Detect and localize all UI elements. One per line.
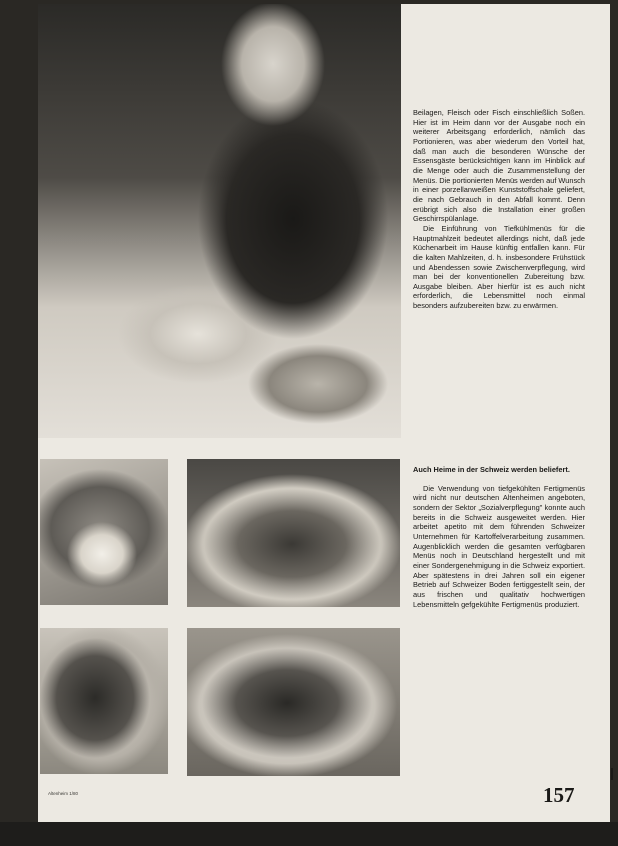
photo-mixed-vegetables-plate (187, 628, 400, 776)
magazine-page (38, 4, 610, 822)
article-paragraph: Die Einführung von Tiefkühlmenüs für die Hauptmahlzeit bedeutet allerdings nicht, daß jede Küchenarbeit im Hause künftig entfallen kann. Für die kalten Mahlzeiten, d. h. insbesondere Frühstück und Abendessen sowie Zwischenverpflegung, wird man bei der konventionellen Zubereitung bzw. Ausgabe bleiben. Aber hierfür ist es auch nicht erforderlich, die Lebensmittel noch einmal besonders aufzubereiten bzw. zu erwärmen. (413, 223, 585, 311)
article-column-1 (413, 108, 585, 311)
photo-vegetable-plate (187, 459, 400, 607)
article-paragraph: Beilagen, Fleisch oder Fisch einschließlich Soßen. Hier ist im Heim dann vor der Ausgabe noch ein weiterer Arbeitsgang erforderlich, nämlich das Portionieren, was aber wiederum den Vorteil hat, daß man auch die besonderen Wünsche der Essensgäste berücksichtigen kann im Hinblick auf die Menge oder auch die Zusammenstellung der Menüs. Die portionierten Menüs werden auf Wunsch in einer porzellanweißen Kunststoffschale geliefert, die nach Gebrauch in den Abfall kommt. Denn erübrigt sich also die Installation einer großen Geschirrspülanlage. (413, 108, 585, 224)
photo-fish-plate (40, 459, 168, 605)
footer-issue-label: Altenheim 1/80 (48, 791, 79, 796)
photo-elderly-diner (38, 4, 401, 438)
article-subheading: Auch Heime in der Schweiz werden beliefert. (413, 465, 570, 474)
article-paragraph: Die Verwendung von tiefgekühlten Fertigmenüs wird nicht nur deutschen Altenheimen angeboten, sondern der Sektor „Sozialverpflegung" konnte auch bereits in die Schweiz ausgeweitet werden. Hier arbeitet apetito mit dem führenden Schweizer Unternehmen für Kartoffelverarbeitung zusammen. Augenblicklich werden die gesamten verfügbaren Menüs noch in Deutschland hergestellt und mit einer Sondergenehmigung in die Schweiz exportiert. Aber spätestens in drei Jahren soll ein eigener Betrieb auf Schweizer Boden fertiggestellt sein, der aus frischen und qualitativ hochwertigen Lebensmitteln gefgekühlte Fertigmenüs produziert. (413, 483, 585, 609)
edge-mark (611, 768, 613, 780)
photo-sprouts-plate (40, 628, 168, 774)
article-column-2 (413, 465, 585, 609)
scanner-bottom-edge (0, 822, 618, 846)
page-number: 157 (543, 783, 575, 807)
